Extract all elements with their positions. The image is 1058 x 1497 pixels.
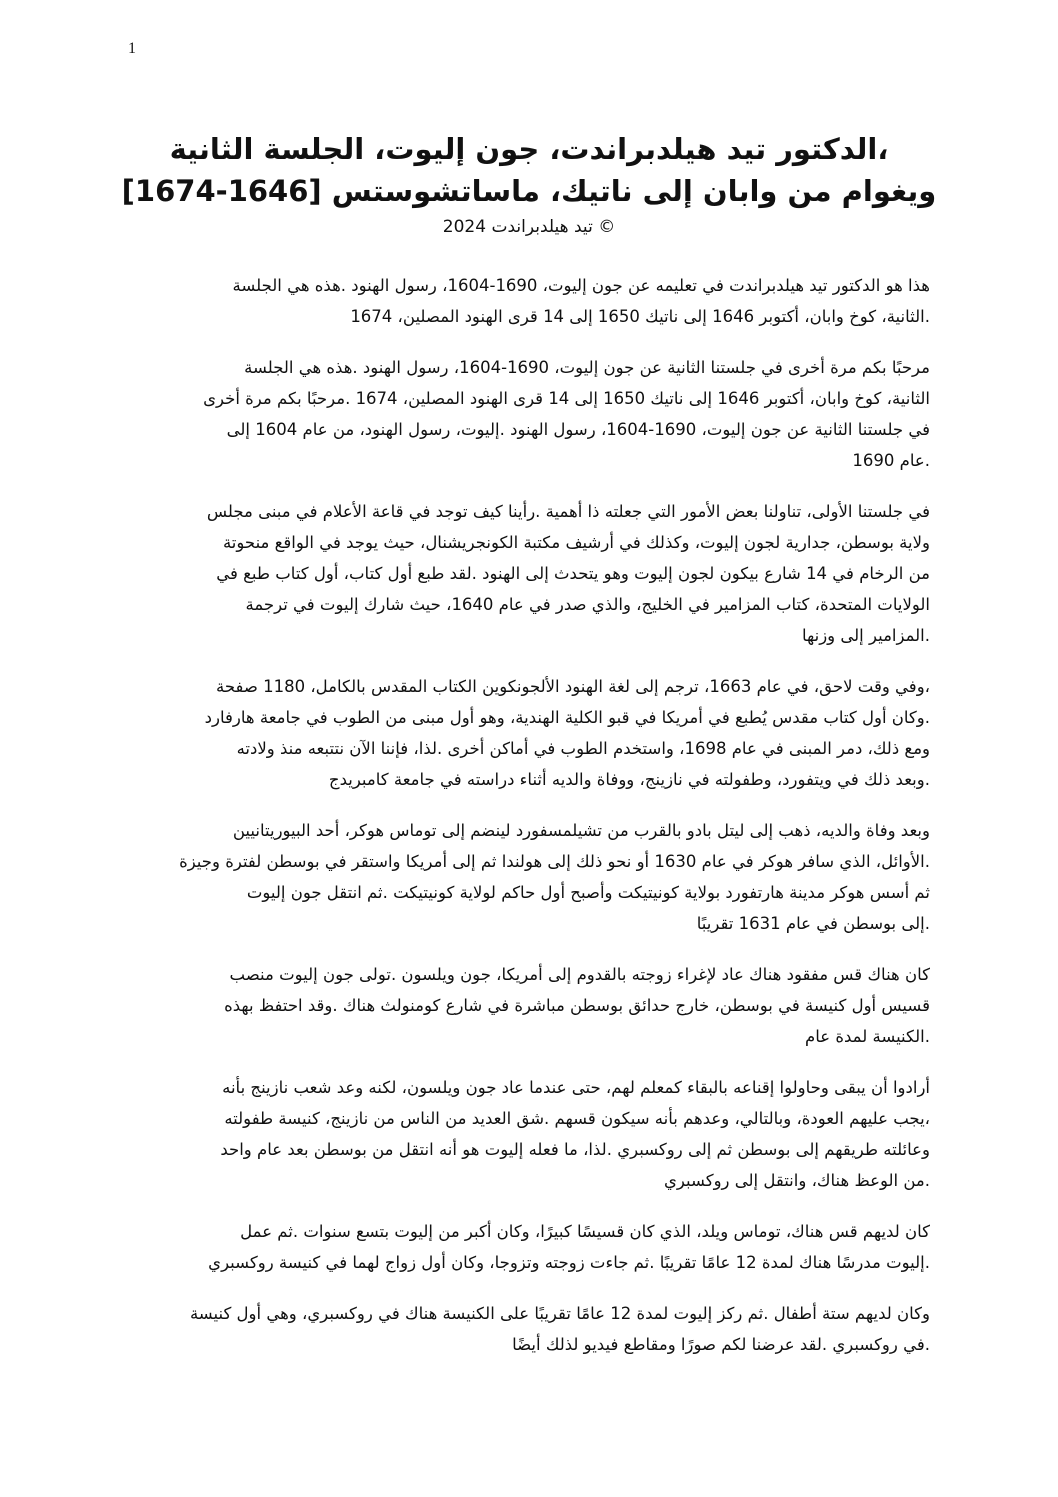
- paragraph-line: من الرخام في 14 شارع بيكون لجون إليوت وهو يتحدث إلى الهنود .لقد طبع أول كتاب، أول كتاب طبع في: [216, 564, 930, 583]
- page-number: 1: [128, 40, 136, 57]
- paragraph: [135, 270, 930, 332]
- paragraph-line: مرحبًا بكم مرة أخرى في جلستنا الثانية عن جون إليوت، 1690-1604، رسول الهنود .هذه هي الجلسة: [244, 358, 930, 377]
- paragraph-line: عام 1690.: [852, 451, 930, 470]
- paragraph: [135, 352, 930, 476]
- paragraph: [135, 1298, 930, 1360]
- paragraph-line: إليوت مدرسًا هناك لمدة 12 عامًا تقريبًا .ثم جاءت زوجته وتزوجا، وكان أول زواج لهما في كنيسة روكسبري.: [208, 1253, 930, 1272]
- paragraph-line: ولاية بوسطن، جدارية لجون إليوت، وكذلك في أرشيف مكتبة الكونجريشنال، حيث يوجد في الواقع منحوتة: [222, 533, 930, 552]
- paragraph-line: في جلستنا الثانية عن جون إليوت، 1690-1604، رسول الهنود .إليوت، رسول الهنود، من عام 1604 إلى: [226, 420, 930, 439]
- paragraph-line: قسيس أول كنيسة في بوسطن، خارج حدائق بوسطن مباشرة في شارع كومنولث هناك .وقد احتفظ بهذه: [224, 996, 930, 1015]
- paragraph-line: من الوعظ هناك، وانتقل إلى روكسبري.: [664, 1171, 930, 1190]
- paragraph-line: وعائلته طريقهم إلى بوسطن ثم إلى روكسبري .لذا، ما فعله إليوت هو أنه انتقل من بوسطن بعد عام واحد: [220, 1140, 930, 1159]
- paragraph-line: الثانية، كوخ وابان، أكتوبر 1646 إلى ناتيك 1650 إلى 14 قرى الهنود المصلين، 1674.: [350, 307, 930, 326]
- paragraph-line: وكان لديهم ستة أطفال .ثم ركز إليوت لمدة 12 عامًا تقريبًا على الكنيسة هناك في روكسبري، وهي أول كنيسة: [189, 1304, 930, 1323]
- paragraph-line: هذا هو الدكتور تيد هيلدبراندت في تعليمه عن جون إليوت، 1690-1604، رسول الهنود .هذه هي الجلسة: [232, 276, 930, 295]
- paragraph: [135, 1072, 930, 1196]
- paragraph-line: في جلستنا الأولى، تناولنا بعض الأمور التي جعلته ذا أهمية .رأينا كيف توجد في قاعة الأعلام في مبنى مجلس: [206, 502, 930, 521]
- paragraph-line: ومع ذلك، دمر المبنى في عام 1698، واستخدم الطوب في أماكن أخرى .لذا، فإننا الآن نتتبعه منذ ولادته: [236, 739, 930, 758]
- paragraph-line: وفي وقت لاحق، في عام 1663، ترجم إلى لغة الهنود الألجونكوين الكتاب المقدس بالكامل، 1180 صفحة،: [215, 677, 930, 696]
- paragraph: [135, 496, 930, 651]
- copyright-line: تيد هيلدبراندت 2024 ©: [442, 217, 616, 237]
- paragraph: [135, 671, 930, 795]
- paragraph-line: وبعد ذلك في ويتفورد، وطفولته في نازينج، ووفاة والديه أثناء دراسته في جامعة كامبريدج.: [328, 770, 930, 789]
- paragraph-line: في روكسبري .لقد عرضنا لكم صورًا ومقاطع فيديو لذلك أيضًا.: [512, 1335, 930, 1354]
- paragraph: [135, 959, 930, 1052]
- paragraph-line: ثم أسس هوكر مدينة هارتفورد بولاية كونيتيكت وأصبح أول حاكم لولاية كونيتيكت .ثم انتقل جون إليوت: [246, 883, 930, 902]
- paragraph-line: الثانية، كوخ وابان، أكتوبر 1646 إلى ناتيك 1650 إلى 14 قرى الهنود المصلين، 1674 .مرحبًا بكم مرة أخرى: [203, 389, 930, 408]
- paragraph-line: الأوائل، الذي سافر هوكر في عام 1630 أو نحو ذلك إلى هولندا ثم إلى أمريكا واستقر في بوسطن لفترة وجيزة.: [179, 852, 930, 871]
- paragraph: [135, 815, 930, 939]
- paragraph-line: أرادوا أن يبقى وحاولوا إقناعه بالبقاء كمعلم لهم، حتى عندما عاد جون ويلسون، لكنه وعد شعب نازينج بأنه: [222, 1078, 930, 1097]
- title-line-1: الدكتور تيد هيلدبراندت، جون إليوت، الجلسة الثانية،: [169, 132, 889, 166]
- document-body: [135, 270, 930, 1380]
- paragraph-line: يجب عليهم العودة، وبالتالي، وعدهم بأنه سيكون قسهم .شق العديد من الناس من نازينج، كنيسة طفولته،: [224, 1109, 930, 1128]
- title-line-2: ويغوام من وابان إلى ناتيك، ماساتشوستس [1646-1674]: [121, 174, 937, 208]
- paragraph: [135, 1216, 930, 1278]
- paragraph-line: كان هناك قس مفقود هناك عاد لإغراء زوجته بالقدوم إلى أمريكا، جون ويلسون .تولى جون إليوت منصب: [229, 965, 930, 984]
- paragraph-line: الكنيسة لمدة عام.: [805, 1027, 930, 1046]
- paragraph-line: كان لديهم قس هناك، توماس ويلد، الذي كان قسيسًا كبيرًا، وكان أكبر من إليوت بتسع سنوات .ثم عمل: [240, 1222, 930, 1241]
- document-title: [100, 128, 958, 242]
- paragraph-line: إلى بوسطن في عام 1631 تقريبًا.: [696, 914, 930, 933]
- paragraph-line: وكان أول كتاب مقدس يُطبع في أمريكا في قبو الكلية الهندية، وهو أول مبنى من الطوب في جامعة هارفارد.: [204, 708, 930, 727]
- paragraph-line: الولايات المتحدة، كتاب المزامير في الخليج، والذي صدر في عام 1640، حيث شارك إليوت في ترجمة: [245, 595, 930, 614]
- paragraph-line: المزامير إلى وزنها.: [801, 626, 930, 645]
- paragraph-line: وبعد وفاة والديه، ذهب إلى ليتل بادو بالقرب من تشيلمسفورد لينضم إلى توماس هوكر، أحد البيوريتانيين: [232, 821, 930, 840]
